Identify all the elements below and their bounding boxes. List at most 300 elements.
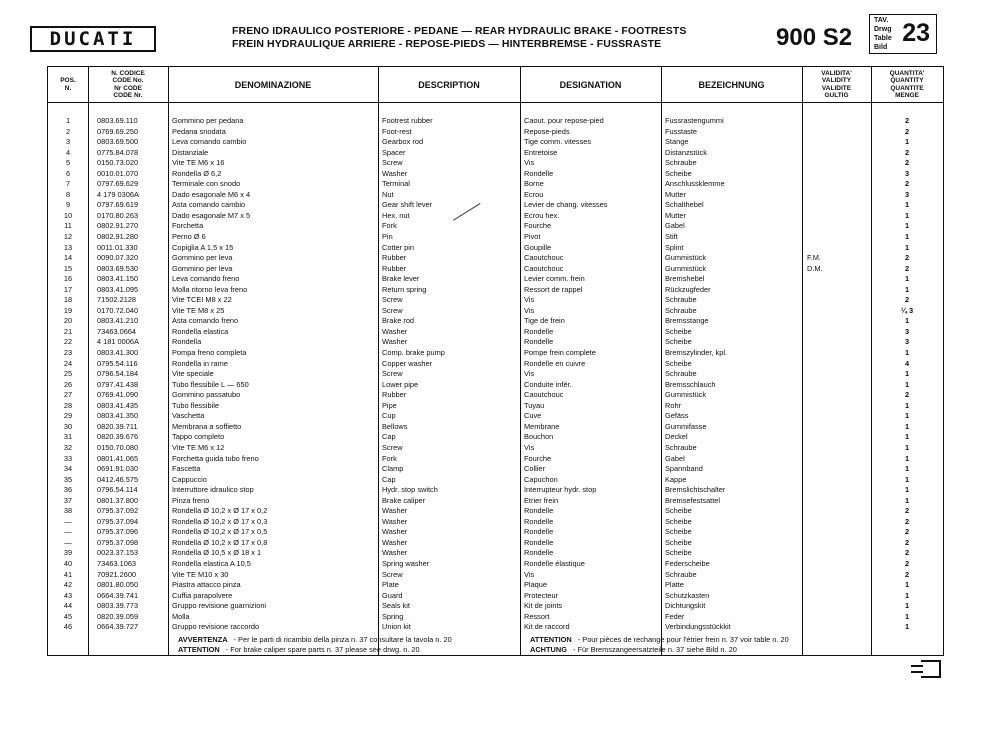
cell-quantita: 2 bbox=[904, 147, 910, 157]
cell-designation: Vis bbox=[524, 569, 535, 579]
cell-description: Screw bbox=[382, 305, 403, 315]
cell-description: Cup bbox=[382, 411, 396, 421]
table-row bbox=[48, 359, 943, 370]
cell-designation: Interrupteur hydr. stop bbox=[524, 485, 597, 495]
table-row bbox=[48, 137, 943, 148]
cell-description: Cap bbox=[382, 474, 396, 484]
cell-code: 0795.54.116 bbox=[97, 358, 138, 368]
cell-quantita: 1 bbox=[904, 400, 910, 410]
cell-designation: Levier comm. frein bbox=[524, 274, 585, 284]
table-row bbox=[48, 464, 943, 475]
cell-designation: Fourche bbox=[524, 221, 552, 231]
cell-code: 0803.69.500 bbox=[97, 137, 139, 147]
cell-designation: Entretoise bbox=[524, 147, 558, 157]
cell-denominazione: Tappo completo bbox=[172, 432, 225, 442]
cell-description: Washer bbox=[382, 326, 408, 336]
cell-denominazione: Rondella Ø 10,2 x Ø 17 x 0,3 bbox=[172, 516, 268, 526]
cell-designation: Rondelle bbox=[524, 337, 554, 347]
cell-quantita: 2 bbox=[904, 548, 910, 558]
cell-denominazione: Rondella bbox=[172, 337, 202, 347]
cell-quantita: 1 bbox=[904, 442, 910, 452]
cell-designation: Caoutchouc bbox=[524, 390, 564, 400]
cell-bezeichnung: Splint bbox=[665, 242, 684, 252]
table-row bbox=[48, 612, 943, 623]
cell-description: Union kit bbox=[382, 622, 411, 632]
cell-bezeichnung: Schalthebel bbox=[665, 200, 704, 210]
table-row bbox=[48, 527, 943, 538]
cell-description: Copper washer bbox=[382, 358, 433, 368]
cell-code: 0796.54.184 bbox=[97, 369, 139, 379]
cell-description: Gear shift lever bbox=[382, 200, 433, 210]
cell-pos: 34 bbox=[63, 464, 73, 474]
table-row bbox=[48, 422, 943, 433]
cell-bezeichnung: Kappe bbox=[665, 474, 687, 484]
cell-quantita: 1 bbox=[904, 232, 910, 242]
table-row bbox=[48, 369, 943, 380]
cell-designation: Tige de frein bbox=[524, 316, 565, 326]
cell-quantita: 1 bbox=[904, 611, 910, 621]
table-row bbox=[48, 200, 943, 211]
cell-code: 0801.41.065 bbox=[97, 453, 139, 463]
cell-bezeichnung: Bremshebel bbox=[665, 274, 705, 284]
cell-description: Cotter pin bbox=[382, 242, 415, 252]
cell-description: Brake rod bbox=[382, 316, 415, 326]
cell-pos: 5 bbox=[65, 158, 71, 168]
cell-validita: F.M. bbox=[807, 253, 821, 263]
cell-denominazione: Gommino passatubo bbox=[172, 390, 241, 400]
cell-denominazione: Interruttore idraulico stop bbox=[172, 485, 254, 495]
table-row bbox=[48, 253, 943, 264]
header-code: N. CODICE CODE No. Nr CODE CODE Nr. bbox=[111, 69, 145, 99]
cell-denominazione: Asta comando cambio bbox=[172, 200, 246, 210]
cell-denominazione: Leva comando freno bbox=[172, 274, 240, 284]
cell-code: 0802.91.280 bbox=[97, 232, 139, 242]
cell-designation: Conduite infér. bbox=[524, 379, 572, 389]
cell-pos: 21 bbox=[63, 326, 73, 336]
cell-designation: Ecrou bbox=[524, 189, 544, 199]
cell-designation: Caoutchouc bbox=[524, 253, 564, 263]
cell-quantita: 2 bbox=[904, 516, 910, 526]
cell-code: 0769.41.090 bbox=[97, 390, 139, 400]
cell-pos: 9 bbox=[65, 200, 71, 210]
title-line-2: FREIN HYDRAULIQUE ARRIERE - REPOSE-PIEDS — HINTERBREMSE - FUSSRASTE bbox=[232, 38, 662, 50]
cell-designation: Pompe frein complete bbox=[524, 348, 596, 358]
cell-quantita: 2 bbox=[904, 295, 910, 305]
cell-bezeichnung: Stange bbox=[665, 137, 689, 147]
cell-pos: 4 bbox=[65, 147, 71, 157]
cell-description: Brake lever bbox=[382, 274, 420, 284]
cell-description: Washer bbox=[382, 548, 408, 558]
table-row bbox=[48, 485, 943, 496]
cell-code: 0803.41.300 bbox=[97, 348, 139, 358]
cell-quantita: 2 bbox=[904, 126, 910, 136]
cell-pos: 6 bbox=[65, 168, 71, 178]
cell-designation: Rondelle bbox=[524, 527, 554, 537]
table-row bbox=[48, 306, 943, 317]
cell-quantita: 3 bbox=[904, 326, 910, 336]
cell-code: 0820.39.711 bbox=[97, 421, 138, 431]
cell-quantita: 1 bbox=[904, 590, 910, 600]
cell-quantita: 1 bbox=[904, 221, 910, 231]
cell-quantita: 2 bbox=[904, 179, 910, 189]
cell-description: Spring bbox=[382, 611, 404, 621]
table-row bbox=[48, 591, 943, 602]
cell-quantita: 1 bbox=[904, 580, 910, 590]
cell-quantita: 1 bbox=[904, 210, 910, 220]
drwg-label: Drwg bbox=[874, 26, 892, 33]
cell-code: 0691.91.030 bbox=[97, 464, 139, 474]
cell-quantita: 2 bbox=[904, 558, 910, 568]
cell-bezeichnung: Mutter bbox=[665, 210, 686, 220]
cell-pos: 41 bbox=[63, 569, 73, 579]
cell-pos: 32 bbox=[63, 442, 73, 452]
cell-denominazione: Molla ritorno leva freno bbox=[172, 284, 248, 294]
cell-description: Washer bbox=[382, 506, 408, 516]
cell-description: Footrest rubber bbox=[382, 116, 433, 125]
cell-code: 0023.37.153 bbox=[97, 548, 139, 558]
cell-denominazione: Gruppo revisione guarnizioni bbox=[172, 601, 267, 611]
table-row bbox=[48, 158, 943, 169]
cell-designation: Rondelle bbox=[524, 537, 554, 547]
table-row bbox=[48, 127, 943, 138]
cell-code: 0664.39.741 bbox=[97, 590, 139, 600]
cell-code: 0803.41.350 bbox=[97, 411, 139, 421]
cell-quantita: 4 bbox=[904, 358, 910, 368]
tav-label: TAV. bbox=[874, 17, 889, 24]
cell-pos: 1 bbox=[65, 116, 71, 125]
cell-quantita: 1 bbox=[904, 242, 910, 252]
cell-designation: Goupille bbox=[524, 242, 552, 252]
cell-designation: Vis bbox=[524, 305, 535, 315]
note-it: AVVERTENZA - Per le parti di ricambio della pinza n. 37 consultare la tavola n. 20 bbox=[178, 635, 452, 644]
cell-quantita: 2 bbox=[904, 390, 910, 400]
cell-description: Lower pipe bbox=[382, 379, 419, 389]
cell-denominazione: Pompa freno completa bbox=[172, 348, 247, 358]
cell-designation: Pivot bbox=[524, 232, 541, 242]
cell-pos: 35 bbox=[63, 474, 73, 484]
cell-denominazione: Rondella Ø 10,5 x Ø 18 x 1 bbox=[172, 548, 262, 558]
cell-quantita: 1 bbox=[904, 200, 910, 210]
cell-bezeichnung: Gummistück bbox=[665, 390, 707, 400]
cell-pos: — bbox=[64, 537, 72, 547]
cell-bezeichnung: Schraube bbox=[665, 442, 697, 452]
cell-pos: 45 bbox=[63, 611, 73, 621]
cell-bezeichnung: Scheibe bbox=[665, 337, 692, 347]
cell-designation: Capuchon bbox=[524, 474, 558, 484]
ducati-logo bbox=[30, 26, 156, 52]
cell-code: 0820.39.676 bbox=[97, 432, 139, 442]
table-row bbox=[48, 559, 943, 570]
cell-bezeichnung: Verbindungsstückkit bbox=[665, 622, 731, 632]
cell-bezeichnung: Scheibe bbox=[665, 548, 692, 558]
cell-pos: 3 bbox=[65, 137, 71, 147]
table-row bbox=[48, 169, 943, 180]
cell-quantita: 1 bbox=[904, 495, 910, 505]
parts-table bbox=[47, 66, 944, 656]
cell-code: 0795.37.096 bbox=[97, 527, 139, 537]
cell-quantita: 2 bbox=[904, 116, 910, 125]
header-quantita: QUANTITA' QUANTITY QUANTITE MENGE bbox=[889, 69, 925, 99]
table-row bbox=[48, 295, 943, 306]
cell-denominazione: Dado esagonale M6 x 4 bbox=[172, 189, 251, 199]
cell-quantita: 3 bbox=[904, 337, 910, 347]
cell-denominazione: Vite TE M6 x 12 bbox=[172, 442, 225, 452]
cell-quantita: 2 bbox=[904, 527, 910, 537]
cell-designation: Protecteur bbox=[524, 590, 559, 600]
cell-designation: Plaque bbox=[524, 580, 548, 590]
header-description: DESCRIPTION bbox=[418, 79, 480, 90]
cell-bezeichnung: Deckel bbox=[665, 432, 688, 442]
cell-designation: Cuve bbox=[524, 411, 542, 421]
cell-denominazione: Rondella elastica bbox=[172, 326, 229, 336]
page-title bbox=[232, 25, 752, 51]
cell-description: Rubber bbox=[382, 390, 407, 400]
cell-code: 0150.70.080 bbox=[97, 442, 139, 452]
cell-bezeichnung: Mutter bbox=[665, 189, 686, 199]
table-row bbox=[48, 475, 943, 486]
cell-pos: 19 bbox=[63, 305, 73, 315]
note-en: ATTENTION - For brake caliper spare parts n. 37 please see drwg. n. 20 bbox=[178, 645, 420, 654]
cell-code: 0802.91.270 bbox=[97, 221, 139, 231]
cell-description: Plate bbox=[382, 580, 399, 590]
cell-code: 0803.69.530 bbox=[97, 263, 139, 273]
cell-denominazione: Tubo flessibile L — 650 bbox=[172, 379, 249, 389]
cell-denominazione: Vite TE M10 x 30 bbox=[172, 569, 229, 579]
table-row bbox=[48, 538, 943, 549]
cell-code: 0412.46.575 bbox=[97, 474, 139, 484]
cell-description: Washer bbox=[382, 527, 408, 537]
cell-denominazione: Vite TE M6 x 16 bbox=[172, 158, 225, 168]
table-row bbox=[48, 443, 943, 454]
cell-description: Rubber bbox=[382, 253, 407, 263]
cell-pos: 27 bbox=[63, 390, 73, 400]
cell-bezeichnung: Feder bbox=[665, 611, 685, 621]
cell-quantita: 1 bbox=[904, 421, 910, 431]
cell-denominazione: Cuffia parapolvere bbox=[172, 590, 233, 600]
cell-denominazione: Gruppo revisione raccordo bbox=[172, 622, 260, 632]
table-row bbox=[48, 232, 943, 243]
cell-denominazione: Distanziale bbox=[172, 147, 209, 157]
cell-bezeichnung: Scheibe bbox=[665, 527, 692, 537]
table-row bbox=[48, 211, 943, 222]
cell-quantita: 1 bbox=[904, 464, 910, 474]
cell-designation: Rondelle bbox=[524, 548, 554, 558]
cell-designation: Borne bbox=[524, 179, 544, 189]
cell-designation: Rondelle bbox=[524, 168, 554, 178]
parts-rows bbox=[48, 116, 943, 633]
cell-denominazione: Vite TCEI M8 x 22 bbox=[172, 295, 232, 305]
cell-bezeichnung: Scheibe bbox=[665, 168, 692, 178]
cell-pos: 11 bbox=[64, 221, 72, 231]
table-row bbox=[48, 580, 943, 591]
cell-quantita: 2 bbox=[904, 253, 910, 263]
cell-description: Comp. brake pump bbox=[382, 348, 445, 358]
header-pos: POS. N. bbox=[60, 77, 76, 92]
cell-code: 70921.2600 bbox=[97, 569, 137, 579]
cell-bezeichnung: Distanzstück bbox=[665, 147, 707, 157]
table-row bbox=[48, 380, 943, 391]
cell-denominazione: Dado esagonale M7 x 5 bbox=[172, 210, 251, 220]
cell-pos: 38 bbox=[63, 506, 73, 516]
cell-description: Screw bbox=[382, 158, 403, 168]
cell-quantita: ¼ 3 bbox=[900, 305, 914, 315]
cell-bezeichnung: Rohr bbox=[665, 400, 682, 410]
cell-quantita: 1 bbox=[904, 369, 910, 379]
cell-denominazione: Fascetta bbox=[172, 464, 201, 474]
cell-designation: Rondelle bbox=[524, 506, 554, 516]
cell-bezeichnung: Gummistück bbox=[665, 253, 707, 263]
cell-pos: 26 bbox=[63, 379, 73, 389]
cell-denominazione: Cappuccio bbox=[172, 474, 207, 484]
cell-denominazione: Gommino per leva bbox=[172, 263, 233, 273]
cell-designation: Etrier frein bbox=[524, 495, 559, 505]
table-row bbox=[48, 601, 943, 612]
cell-bezeichnung: Gummistück bbox=[665, 263, 707, 273]
cell-code: 0011.01.330 bbox=[97, 242, 138, 252]
cell-denominazione: Vite TE M8 x 25 bbox=[172, 305, 225, 315]
cell-description: Spring washer bbox=[382, 558, 430, 568]
cell-quantita: 1 bbox=[904, 379, 910, 389]
cell-denominazione: Terminale con snodo bbox=[172, 179, 241, 189]
cell-code: 0803.41.095 bbox=[97, 284, 139, 294]
title-line-1: FRENO IDRAULICO POSTERIORE - PEDANE — REAR HYDRAULIC BRAKE - FOOTRESTS bbox=[232, 25, 687, 37]
cell-code: 0769.69.250 bbox=[97, 126, 139, 136]
table-row bbox=[48, 337, 943, 348]
cell-bezeichnung: Schraube bbox=[665, 295, 697, 305]
cell-denominazione: Rondella Ø 6,2 bbox=[172, 168, 222, 178]
cell-designation: Rondelle élastique bbox=[524, 558, 585, 568]
cell-bezeichnung: Spannband bbox=[665, 464, 703, 474]
cell-quantita: 1 bbox=[904, 316, 910, 326]
note-de: ACHTUNG - Für Bremszangeersatzteile n. 37 siehe Bild n. 20 bbox=[530, 645, 737, 654]
table-row bbox=[48, 411, 943, 422]
table-row bbox=[48, 506, 943, 517]
cell-code: 4 179 0306A bbox=[97, 189, 139, 199]
cell-pos: 23 bbox=[63, 348, 73, 358]
cell-quantita: 1 bbox=[904, 411, 910, 421]
cell-designation: Repose-pieds bbox=[524, 126, 570, 136]
cell-bezeichnung: Bremslichtschalter bbox=[665, 485, 726, 495]
cell-pos: — bbox=[64, 516, 72, 526]
cell-pos: 42 bbox=[63, 580, 73, 590]
brand-name: DUCATI bbox=[49, 28, 137, 50]
header-bezeichnung: BEZEICHNUNG bbox=[698, 79, 765, 90]
cell-designation: Levier de chang. vitesses bbox=[524, 200, 608, 210]
cell-code: 0664.39.727 bbox=[97, 622, 139, 632]
cell-bezeichnung: Rückzugfeder bbox=[665, 284, 711, 294]
cell-bezeichnung: Federscheibe bbox=[665, 558, 710, 568]
cell-description: Guard bbox=[382, 590, 403, 600]
cell-designation: Kit de raccord bbox=[524, 622, 570, 632]
cell-description: Gearbox rod bbox=[382, 137, 424, 147]
cell-description: Return spring bbox=[382, 284, 427, 294]
table-row bbox=[48, 285, 943, 296]
cell-quantita: 2 bbox=[904, 158, 910, 168]
cell-pos: 30 bbox=[63, 421, 73, 431]
cell-code: 0820.39.059 bbox=[97, 611, 139, 621]
cell-denominazione: Leva comando cambio bbox=[172, 137, 247, 147]
cell-designation: Ecrou hex. bbox=[524, 210, 560, 220]
cell-designation: Vis bbox=[524, 442, 535, 452]
cell-quantita: 1 bbox=[904, 348, 910, 358]
cell-denominazione: Vaschetta bbox=[172, 411, 205, 421]
cell-designation: Rondelle bbox=[524, 326, 554, 336]
cell-description: Washer bbox=[382, 168, 408, 178]
table-row bbox=[48, 454, 943, 465]
cell-code: 0803.69.110 bbox=[97, 116, 138, 125]
cell-bezeichnung: Bremszylinder, kpl. bbox=[665, 348, 728, 358]
cell-description: Pipe bbox=[382, 400, 397, 410]
bild-label: Bild bbox=[874, 44, 888, 51]
cell-description: Cap bbox=[382, 432, 396, 442]
cell-bezeichnung: Scheibe bbox=[665, 358, 692, 368]
cell-pos: 16 bbox=[63, 274, 73, 284]
cell-denominazione: Forchetta bbox=[172, 221, 204, 231]
cell-pos: 15 bbox=[63, 263, 73, 273]
cell-code: 0797.69.619 bbox=[97, 200, 139, 210]
cell-denominazione: Rondella Ø 10,2 x Ø 17 x 0,8 bbox=[172, 537, 268, 547]
page-corner-bracket-icon bbox=[921, 660, 941, 678]
cell-bezeichnung: Scheibe bbox=[665, 516, 692, 526]
cell-description: Foot-rest bbox=[382, 126, 412, 136]
cell-denominazione: Molla bbox=[172, 611, 190, 621]
table-row bbox=[48, 432, 943, 443]
cell-description: Spacer bbox=[382, 147, 406, 157]
cell-pos: 36 bbox=[63, 485, 73, 495]
cell-code: 0150.73.020 bbox=[97, 158, 139, 168]
table-row bbox=[48, 327, 943, 338]
cell-code: 0801.37.800 bbox=[97, 495, 139, 505]
cell-bezeichnung: Scheibe bbox=[665, 506, 692, 516]
cell-code: 0803.41.210 bbox=[97, 316, 139, 326]
table-row bbox=[48, 517, 943, 528]
cell-pos: 12 bbox=[63, 232, 73, 242]
cell-pos: 2 bbox=[65, 126, 71, 136]
cell-description: Washer bbox=[382, 516, 408, 526]
cell-quantita: 3 bbox=[904, 189, 910, 199]
cell-code: 0170.80.263 bbox=[97, 210, 139, 220]
table-row bbox=[48, 348, 943, 359]
table-number-box bbox=[869, 14, 937, 54]
cell-designation: Kit de joints bbox=[524, 601, 563, 611]
cell-denominazione: Asta comando freno bbox=[172, 316, 239, 326]
cell-description: Washer bbox=[382, 337, 408, 347]
table-row bbox=[48, 243, 943, 254]
cell-quantita: 3 bbox=[904, 168, 910, 178]
cell-bezeichnung: Bremsstange bbox=[665, 316, 709, 326]
cell-denominazione: Forchetta guida tubo freno bbox=[172, 453, 259, 463]
cell-description: Pin bbox=[382, 232, 393, 242]
model-name: 900 S2 bbox=[776, 24, 853, 51]
cell-quantita: 1 bbox=[904, 284, 910, 294]
table-row bbox=[48, 570, 943, 581]
cell-quantita: 1 bbox=[904, 274, 910, 284]
cell-designation: Caoutchouc bbox=[524, 263, 564, 273]
cell-bezeichnung: Bremsefestsattel bbox=[665, 495, 721, 505]
cell-pos: 25 bbox=[63, 369, 73, 379]
table-row bbox=[48, 401, 943, 412]
cell-description: Bellows bbox=[382, 421, 408, 431]
cell-denominazione: Rondella Ø 10,2 x Ø 17 x 0,2 bbox=[172, 506, 268, 516]
cell-quantita: 1 bbox=[904, 622, 910, 632]
cell-denominazione: Pedana snodata bbox=[172, 126, 226, 136]
cell-quantita: 2 bbox=[904, 569, 910, 579]
cell-pos: 7 bbox=[65, 179, 71, 189]
cell-designation: Tuyau bbox=[524, 400, 545, 410]
cell-pos: 44 bbox=[63, 601, 73, 611]
cell-code: 0797.41.438 bbox=[97, 379, 139, 389]
cell-code: 73463.1063 bbox=[97, 558, 137, 568]
